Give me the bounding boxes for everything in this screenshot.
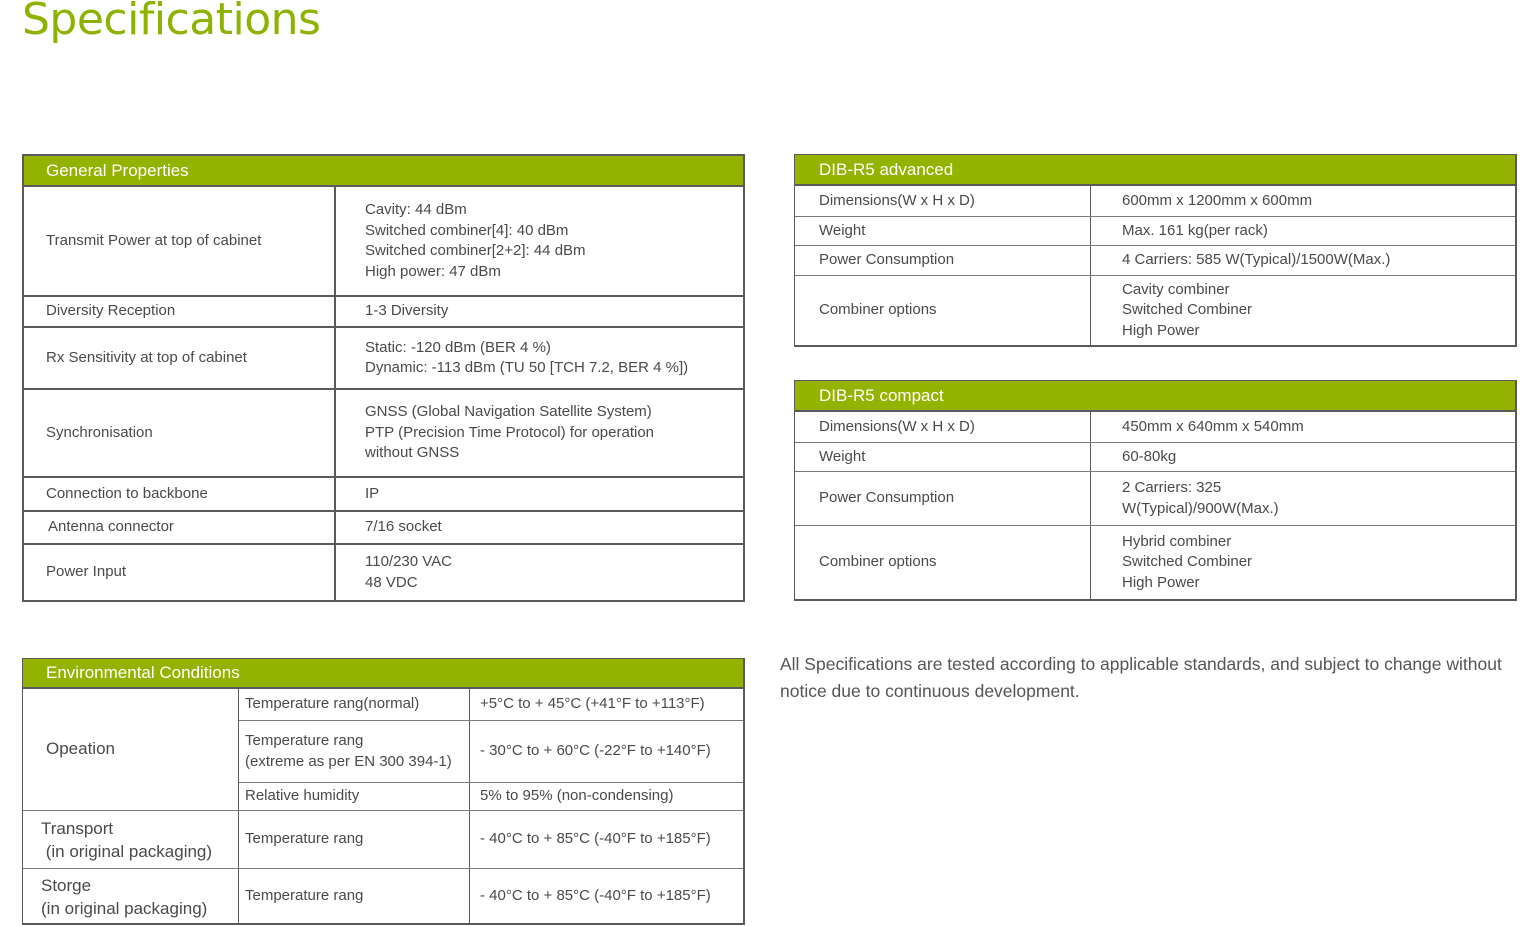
- table-row: [239, 689, 743, 720]
- row-label: Antenna connector: [48, 518, 174, 536]
- table-header: General Properties: [24, 156, 743, 187]
- row-value: GNSS (Global Navigation Satellite System) PTP (Precision Time Protocol) for operation without GNSS: [365, 403, 655, 462]
- row-label: Power Input: [46, 563, 127, 581]
- row-value: IP: [365, 484, 380, 502]
- table-row: [239, 720, 743, 782]
- row-value: 450mm x 640mm x 540mm: [1122, 417, 1304, 435]
- row-value: Max. 161 kg(per rack): [1122, 221, 1268, 239]
- param-value: +5°C to + 45°C (+41°F to +113°F): [480, 695, 705, 713]
- param-label: Temperature rang: [245, 830, 364, 848]
- param-label: Relative humidity: [245, 787, 360, 805]
- table-row: [795, 412, 1515, 442]
- param-value: - 40°C to + 85°C (-40°F to +185°F): [480, 830, 711, 848]
- row-label: Dimensions(W x H x D): [819, 191, 975, 209]
- table-row: [24, 295, 743, 326]
- table-row: [795, 275, 1515, 345]
- row-value: 60-80kg: [1122, 447, 1177, 465]
- table-row: [24, 326, 743, 388]
- table-header: Environmental Conditions: [23, 659, 743, 689]
- row-label: Connection to backbone: [46, 484, 208, 502]
- row-value: 2 Carriers: 325 W(Typical)/900W(Max.): [1122, 479, 1279, 517]
- table-row: [795, 525, 1515, 599]
- row-label: Diversity Reception: [46, 302, 176, 320]
- table-row: [24, 543, 743, 600]
- env-group-storage: [23, 868, 743, 924]
- environmental-conditions-table: [22, 658, 745, 925]
- table-row: [795, 186, 1515, 216]
- table-header: DIB-R5 advanced: [795, 155, 1515, 186]
- dib-r5-compact-table: [794, 380, 1517, 601]
- row-label: Combiner options: [819, 301, 937, 319]
- table-row: [24, 388, 743, 476]
- table-header: DIB-R5 compact: [795, 381, 1515, 412]
- table-row: [795, 216, 1515, 245]
- param-value: - 40°C to + 85°C (-40°F to +185°F): [480, 887, 711, 905]
- row-label: Weight: [819, 221, 866, 239]
- row-value: Hybrid combiner Switched Combiner High Power: [1122, 532, 1253, 591]
- group-label: Storge (in original packaging): [41, 875, 208, 918]
- param-value: 5% to 95% (non-condensing): [480, 787, 674, 805]
- row-label: Transmit Power at top of cabinet: [46, 231, 262, 249]
- group-label: Opeation: [46, 739, 115, 759]
- row-value: 600mm x 1200mm x 600mm: [1122, 191, 1313, 209]
- row-value: Cavity: 44 dBm Switched combiner[4]: 40 dBm Switched combiner[2+2]: 44 dBm High power: 47 dBm: [365, 201, 586, 280]
- row-value: 4 Carriers: 585 W(Typical)/1500W(Max.): [1122, 251, 1391, 269]
- disclaimer-note: All Specifications are tested according to applicable standards, and subject to change without notice due to continuous development.: [780, 654, 1502, 701]
- general-properties-table: [22, 154, 745, 602]
- param-label: Temperature rang (extreme as per EN 300 394-1): [245, 732, 452, 770]
- row-value: 110/230 VAC 48 VDC: [365, 553, 453, 591]
- row-value: Cavity combiner Switched Combiner High Power: [1122, 280, 1253, 339]
- table-row: [24, 187, 743, 295]
- dib-r5-advanced-table: [794, 154, 1517, 347]
- row-label: Weight: [819, 447, 866, 465]
- row-label: Power Consumption: [819, 489, 955, 507]
- row-value: 7/16 socket: [365, 518, 442, 536]
- row-value: 1-3 Diversity: [365, 302, 449, 320]
- row-label: Rx Sensitivity at top of cabinet: [46, 348, 247, 366]
- table-row: [795, 245, 1515, 275]
- table-row: [24, 476, 743, 510]
- group-label: Transport (in original packaging): [41, 818, 213, 861]
- table-row: [24, 510, 743, 543]
- row-value: Static: -120 dBm (BER 4 %) Dynamic: -113 dBm (TU 50 [TCH 7.2, BER 4 %]): [365, 338, 689, 376]
- env-group-transport: [23, 810, 743, 868]
- table-row: [795, 442, 1515, 471]
- row-label: Dimensions(W x H x D): [819, 417, 975, 435]
- row-label: Power Consumption: [819, 251, 955, 269]
- param-label: Temperature rang(normal): [245, 695, 420, 713]
- table-row: [795, 471, 1515, 525]
- row-label: Combiner options: [819, 553, 937, 571]
- param-value: - 30°C to + 60°C (-22°F to +140°F): [480, 742, 711, 760]
- page-title: Specifications: [22, 0, 321, 45]
- param-label: Temperature rang: [245, 887, 364, 905]
- row-label: Synchronisation: [46, 423, 153, 441]
- table-row: [239, 782, 743, 810]
